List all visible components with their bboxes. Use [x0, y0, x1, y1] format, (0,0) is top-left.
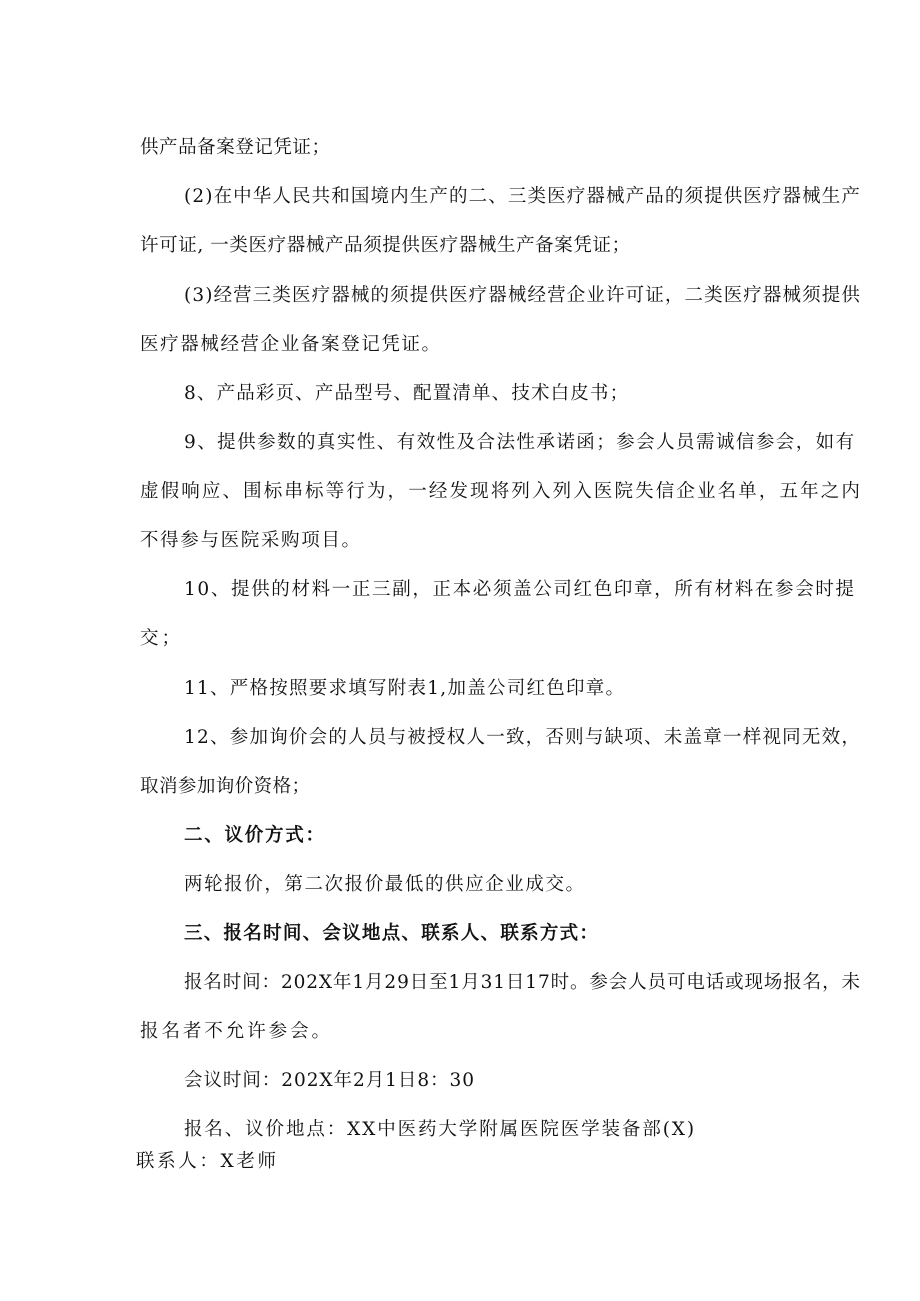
text-line-item-12-cont: 取消参加询价资格；: [140, 776, 311, 797]
text-line-item-10: 10、提供的材料一正三副，正本必须盖公司红色印章，所有材料在参会时提: [184, 579, 856, 600]
text-line-item-10-cont: 交；: [140, 628, 183, 649]
text-line-product-record: 供产品备案登记凭证；: [140, 137, 331, 158]
text-line-item-9-end: 不得参与医院采购项目。: [140, 530, 362, 551]
text-line-meeting-location: 报名、议价地点：XX中医药大学附属医院医学装备部(X): [184, 1119, 696, 1140]
text-line-item-2-cont: 许可证, 一类医疗器械产品须提供医疗器械生产备案凭证；: [140, 235, 631, 256]
text-line-item-12: 12、参加询价会的人员与被授权人一致，否则与缺项、未盖章一样视同无效，: [184, 727, 862, 748]
text-line-item-3: (3)经营三类医疗器械的须提供医疗器械经营企业许可证，二类医疗器械须提供: [184, 285, 862, 306]
text-line-item-9-cont: 虚假响应、围标串标等行为，一经发现将列入列入医院失信企业名单，五年之内: [140, 481, 863, 502]
text-line-meeting-time: 会议时间：202X年2月1日8：30: [184, 1070, 475, 1091]
text-line-item-2: (2)在中华人民共和国境内生产的二、三类医疗器械产品的须提供医疗器械生产: [184, 186, 862, 207]
text-line-item-8: 8、产品彩页、产品型号、配置清单、技术白皮书；: [184, 383, 630, 404]
text-line-pricing-rounds: 两轮报价，第二次报价最低的供应企业成交。: [184, 874, 586, 895]
section-heading-registration: 三、报名时间、会议地点、联系人、联系方式：: [184, 923, 600, 944]
text-line-contact-person: 联系人：X老师: [136, 1151, 279, 1172]
text-line-registration-time: 报名时间：202X年1月29日至1月31日17时。参会人员可电话或现场报名，未: [184, 972, 861, 993]
section-heading-pricing-method: 二、议价方式：: [184, 825, 326, 846]
text-line-item-9: 9、提供参数的真实性、有效性及合法性承诺函；参会人员需诚信参会，如有: [184, 432, 856, 453]
text-line-registration-time-cont: 报名者不允许参会。: [140, 1021, 333, 1042]
text-line-item-3-cont: 医疗器械经营企业备案登记凭证。: [140, 334, 442, 355]
text-line-item-11: 11、严格按照要求填写附表1,加盖公司红色印章。: [184, 678, 626, 699]
